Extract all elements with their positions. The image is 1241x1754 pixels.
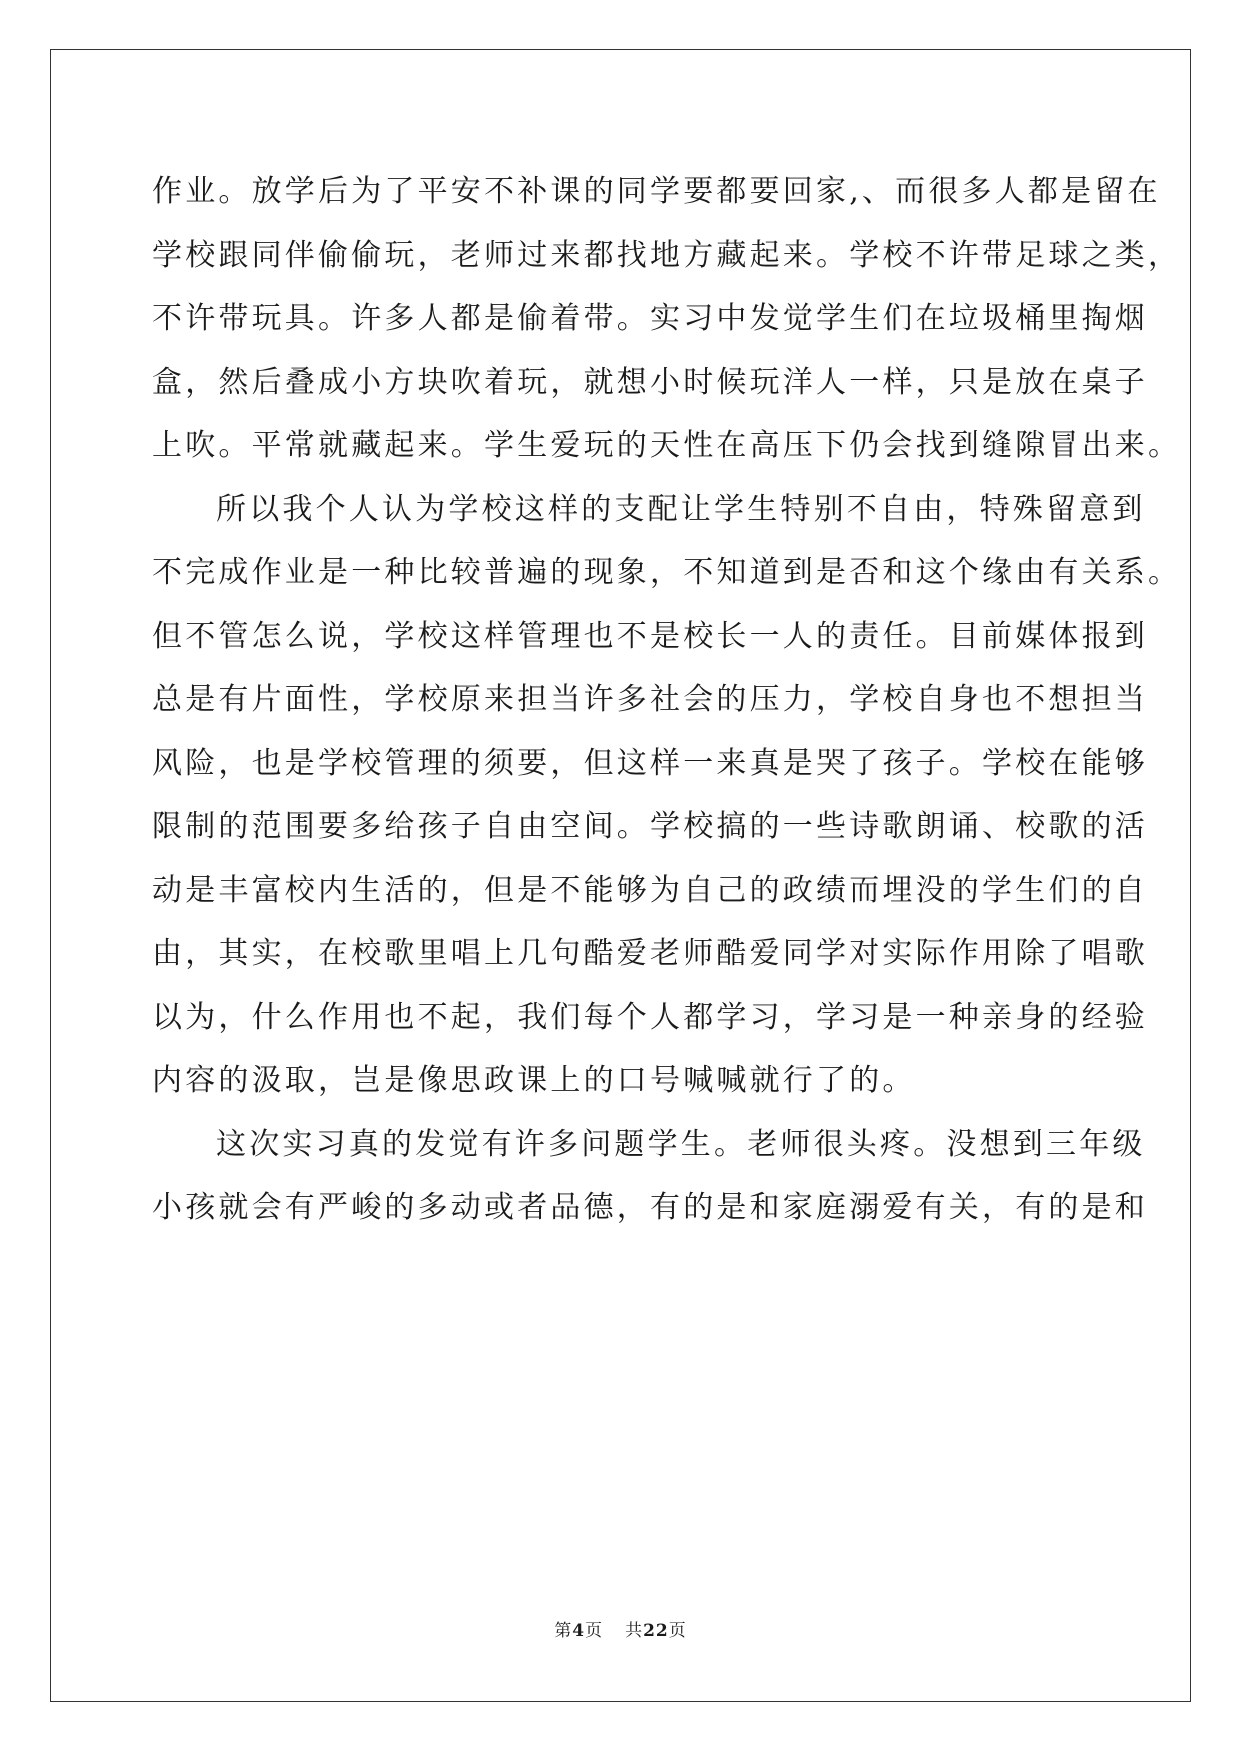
text-line: 以为，什么作用也不起，我们每个人都学习，学习是一种亲身的经验 [152, 999, 1148, 1035]
page-footer [0, 1616, 1241, 1641]
page-number: 4 [572, 1621, 586, 1641]
text-line: 盒，然后叠成小方块吹着玩，就想小时候玩洋人一样，只是放在桌子 [152, 364, 1148, 400]
text-line: 风险，也是学校管理的须要，但这样一来真是哭了孩子。学校在能够 [152, 745, 1148, 781]
document-body [152, 160, 1182, 1240]
text-line: 小孩就会有严峻的多动或者品德，有的是和家庭溺爱有关，有的是和 [152, 1190, 1148, 1225]
text-line: 上吹。平常就藏起来。学生爱玩的天性在高压下仍会找到缝隙冒出来。 [152, 428, 1182, 463]
text-line: 不许带玩具。许多人都是偷着带。实习中发觉学生们在垃圾桶里掏烟 [152, 301, 1148, 336]
text-line: 所以我个人认为学校这样的支配让学生特别不自由，特殊留意到 [216, 491, 1146, 527]
text-line: 由，其实，在校歌里唱上几句酷爱老师酷爱同学对实际作用除了唱歌 [152, 936, 1148, 971]
text-line: 这次实习真的发觉有许多问题学生。老师很头疼。没想到三年级 [216, 1126, 1146, 1162]
total-pages: 22 [643, 1621, 669, 1641]
text-line: 限制的范围要多给孩子自由空间。学校搞的一些诗歌朗诵、校歌的活 [152, 809, 1148, 844]
total-prefix: 共 [625, 1621, 644, 1641]
text-line: 但不管怎么说，学校这样管理也不是校长一人的责任。目前媒体报到 [152, 618, 1148, 654]
text-line: 学校跟同伴偷偷玩，老师过来都找地方藏起来。学校不许带足球之类， [152, 237, 1182, 273]
text-line: 动是丰富校内生活的，但是不能够为自己的政绩而埋没的学生们的自 [152, 872, 1148, 908]
text-line: 总是有片面性，学校原来担当许多社会的压力，学校自身也不想担当 [152, 682, 1148, 717]
page-prefix: 第 [554, 1621, 573, 1641]
text-line: 作业。放学后为了平安不补课的同学要都要回家,、而很多人都是留在 [152, 174, 1161, 209]
total-suffix: 页 [668, 1621, 687, 1641]
text-line: 不完成作业是一种比较普遍的现象，不知道到是否和这个缘由有关系。 [152, 555, 1182, 590]
page-suffix: 页 [585, 1621, 604, 1641]
text-line: 内容的汲取，岂是像思政课上的口号喊喊就行了的。 [152, 1063, 916, 1098]
